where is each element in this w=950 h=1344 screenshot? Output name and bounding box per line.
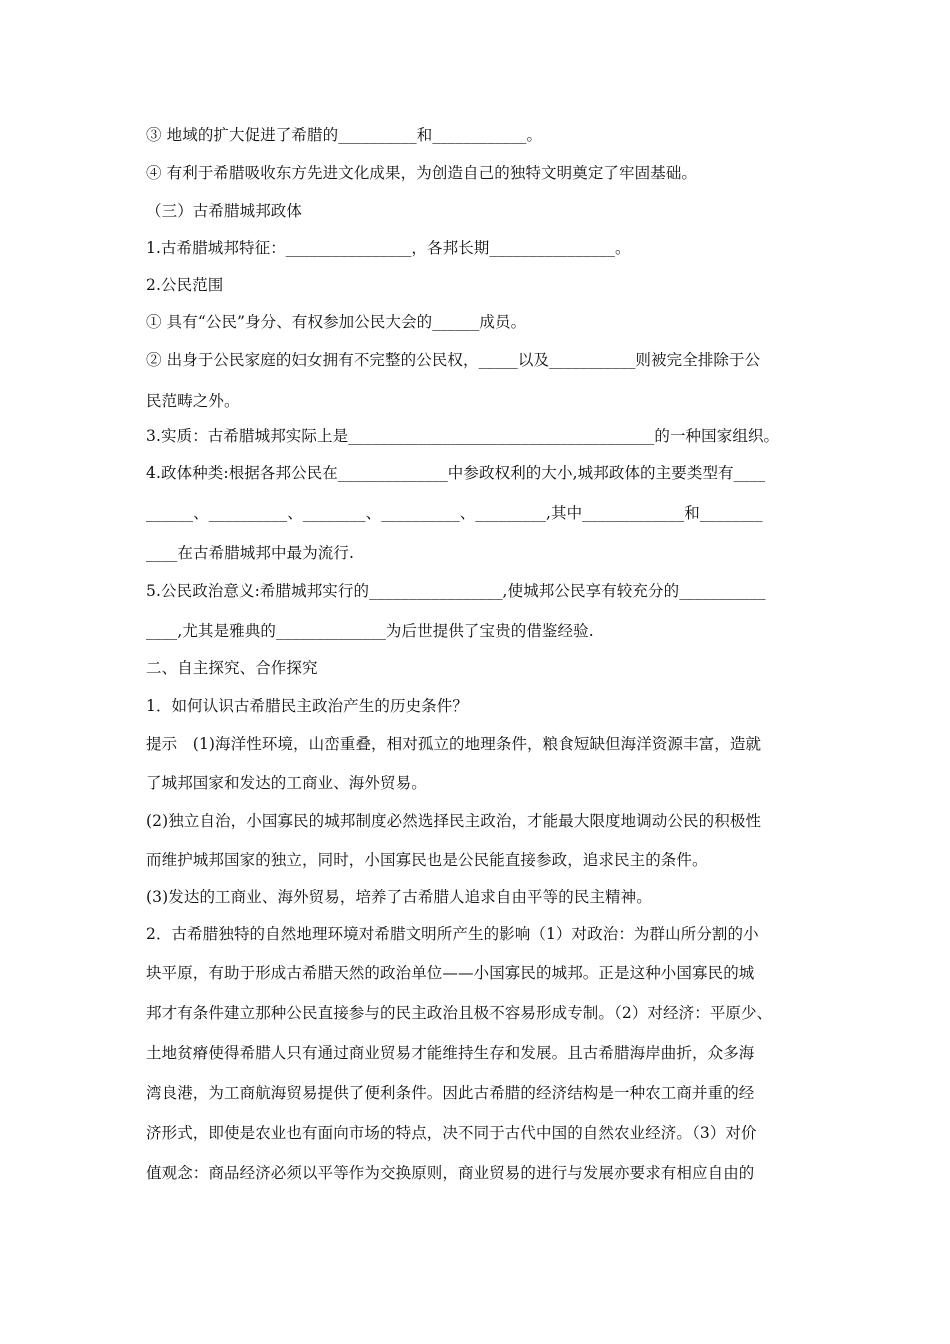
text-line: ① 具有“公民”身分、有权参加公民大会的______成员。 (146, 313, 527, 331)
question-line: 2．古希腊独特的自然地理环境对希腊文明所产生的影响（1）对政治：为群山所分割的小 (146, 925, 759, 943)
text-line: 而维护城邦国家的独立，同时，小国寡民也是公民能直接参政，追求民主的条件。 (146, 851, 708, 869)
text-line: 5.公民政治意义:希腊城邦实行的_________________,使城邦公民享有较充分的___________ (146, 582, 766, 600)
text-line: 土地贫瘠使得希腊人只有通过商业贸易才能维持生存和发展。且古希腊海岸曲折，众多海 (146, 1044, 755, 1062)
text-line: ______、__________、________、__________、_________,其中_____________和________ (146, 504, 763, 522)
text-line: ③ 地域的扩大促进了希腊的__________和____________。 (146, 126, 543, 144)
text-line: 民范畴之外。 (146, 392, 240, 410)
text-line: 邦才有条件建立那种公民直接参与的民主政治且极不容易形成专制。（2）对经济：平原少、 (146, 1004, 773, 1022)
text-line: 4.政体种类:根据各邦公民在______________中参政权利的大小,城邦政体的主要类型有____ (146, 464, 766, 482)
text-line: 1.古希腊城邦特征：________________，各邦长期________________。 (146, 239, 631, 257)
text-line: 湾良港，为工商航海贸易提供了便利条件。因此古希腊的经济结构是一种农工商并重的经 (146, 1084, 755, 1102)
text-line: (3)发达的工商业、海外贸易，培养了古希腊人追求自由平等的民主精神。 (146, 888, 652, 906)
section-heading: （三）古希腊城邦政体 (146, 202, 303, 220)
text-line: 3.实质：古希腊城邦实际上是_______________________________________的一种国家组织。 (146, 427, 780, 445)
text-line: (2)独立自治，小国寡民的城邦制度必然选择民主政治，才能最大限度地调动公民的积极性 (146, 812, 762, 830)
text-line: 2.公民范围 (146, 276, 224, 294)
text-line: 值观念：商品经济必须以平等作为交换原则，商业贸易的进行与发展亦要求有相应自由的 (146, 1164, 755, 1182)
text-line: ____,尤其是雅典的______________为后世提供了宝贵的借鉴经验. (146, 622, 594, 640)
text-line: ④ 有利于希腊吸收东方先进文化成果，为创造自己的独特文明奠定了牢固基础。 (146, 164, 698, 182)
text-line: ____在古希腊城邦中最为流行. (146, 544, 355, 562)
question-line: 1．如何认识古希腊民主政治产生的历史条件？ (146, 697, 468, 715)
text-line: ② 出身于公民家庭的妇女拥有不完整的公民权，_____以及___________则被完全排除于公 (146, 351, 761, 369)
text-line: 济形式，即使是农业也有面向市场的特点，决不同于古代中国的自然农业经济。（3）对价 (146, 1124, 757, 1142)
text-line: 了城邦国家和发达的工商业、海外贸易。 (146, 774, 427, 792)
text-line: 块平原，有助于形成古希腊天然的政治单位——小国寡民的城邦。正是这种小国寡民的城 (146, 964, 755, 982)
text-line: 提示 (1)海洋性环境，山峦重叠，相对孤立的地理条件，粮食短缺但海洋资源丰富，造就 (146, 735, 762, 753)
section-heading: 二、自主探究、合作探究 (146, 659, 318, 677)
